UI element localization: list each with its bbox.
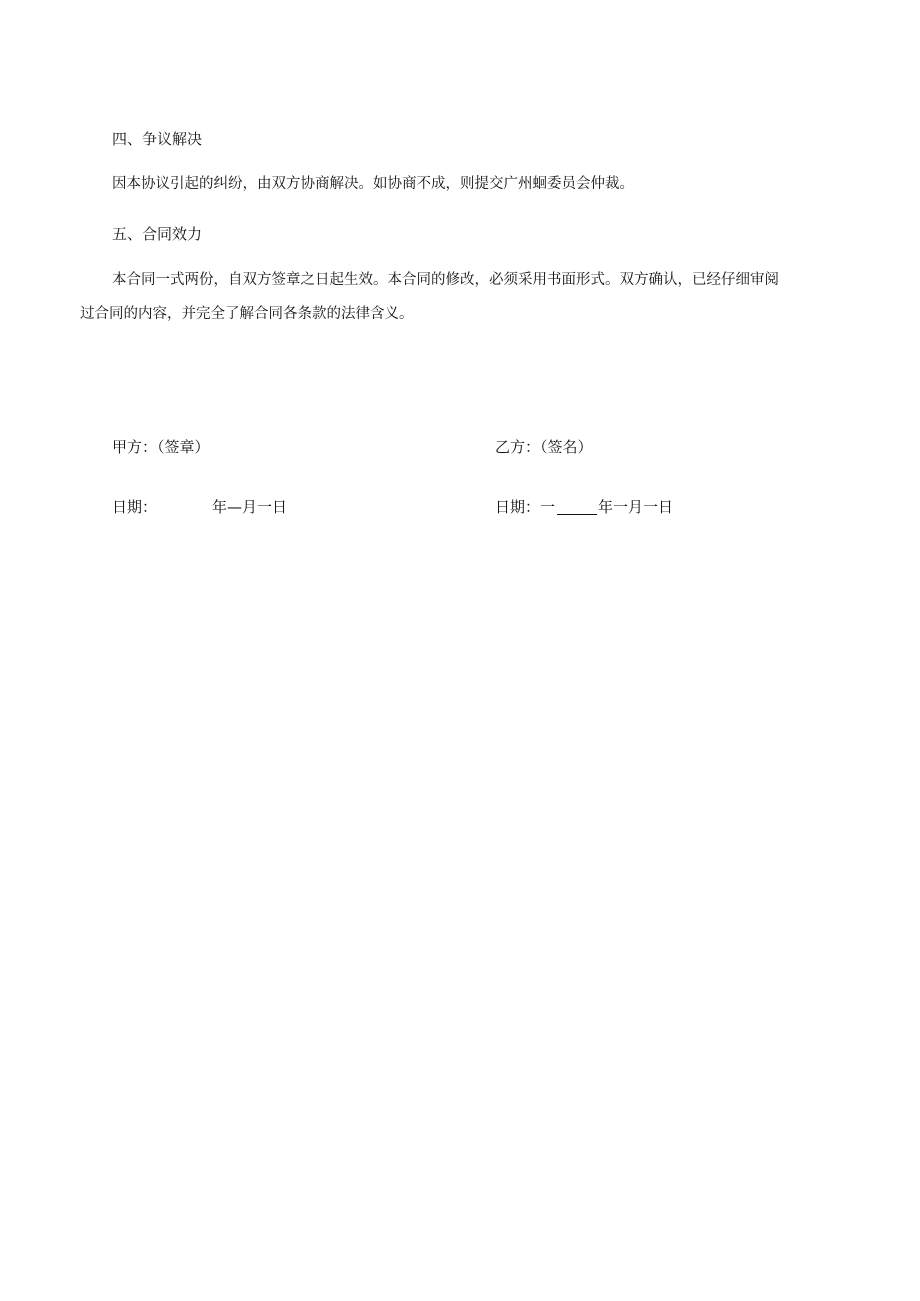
party-b-signature-label: 乙方：（签名） [495, 438, 593, 456]
party-b-date-value: 年一月一日 [598, 498, 674, 516]
party-b-date-label: 日期：一 [495, 498, 556, 516]
party-b-date-blank-line [557, 513, 597, 515]
section-body-dispute: 因本协议引起的纠纷，由双方协商解决。如协商不成，则提交广州蛔委员会仲裁。 [112, 176, 634, 192]
section-body-effectiveness-line1: 本合同一式两份，自双方签章之日起生效。本合同的修改，必须采用书面形式。双方确认，已经仔细审阅 [112, 272, 779, 288]
party-a-date-value: 年—月一日 [212, 498, 288, 516]
party-a-signature-label: 甲方：（签章） [112, 438, 210, 456]
section-body-effectiveness-line2: 过合同的内容，并完全了解合同各条款的法律含义。 [80, 306, 414, 322]
section-heading-dispute: 四、争议解决 [112, 130, 203, 148]
party-a-date-label: 日期： [112, 498, 158, 516]
section-heading-effectiveness: 五、合同效力 [112, 225, 203, 243]
